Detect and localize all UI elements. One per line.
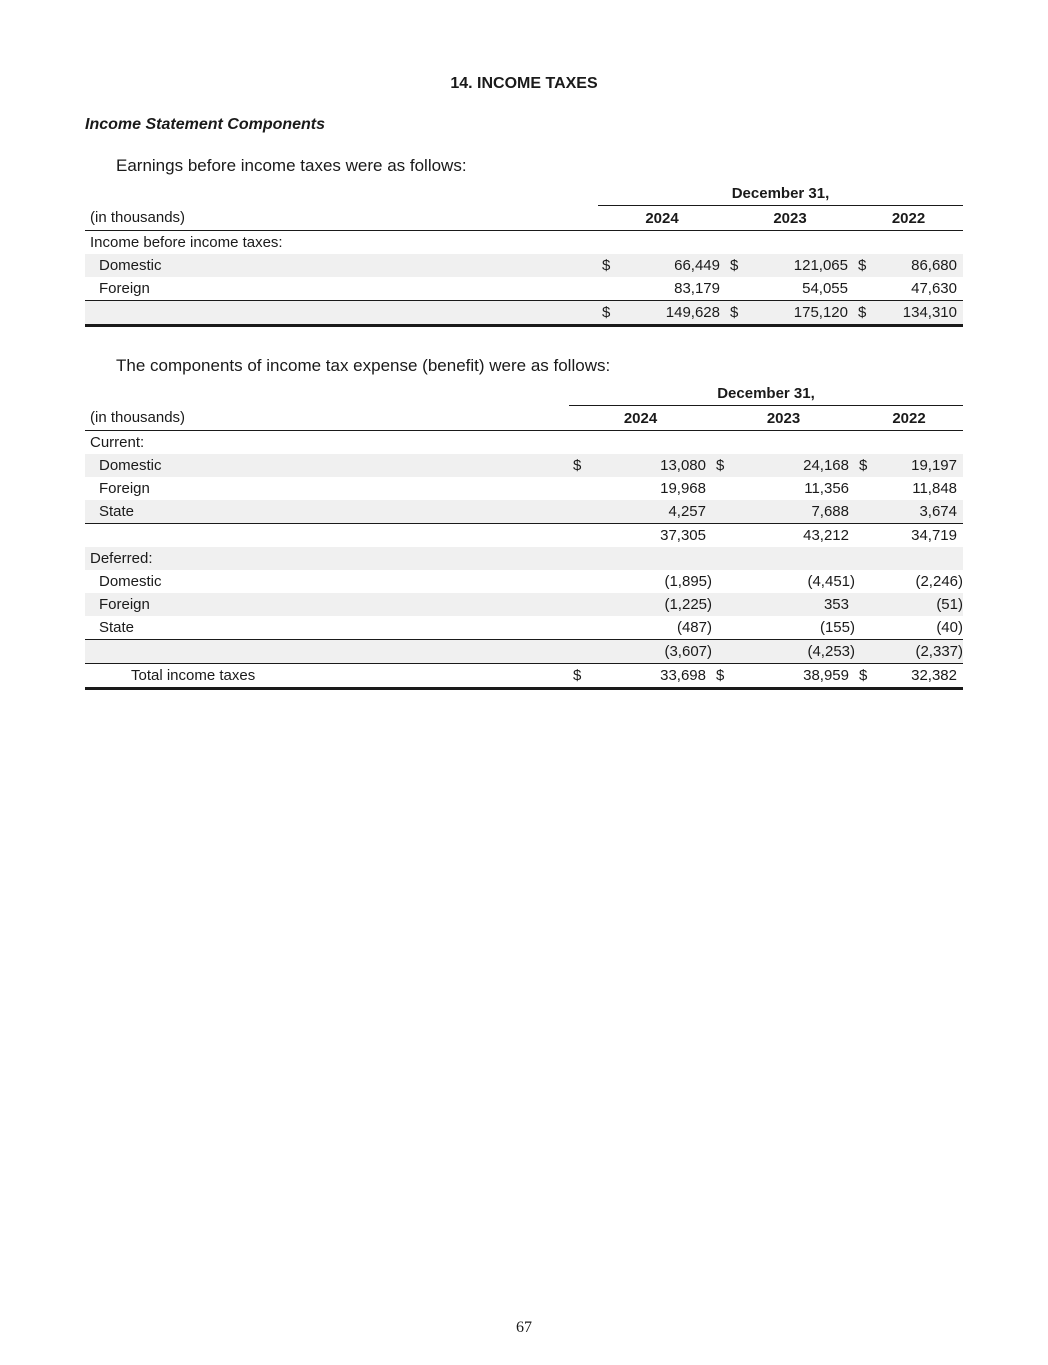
earnings-table xyxy=(85,181,963,327)
unit-label: (in thousands) xyxy=(85,406,569,431)
period-header-row xyxy=(85,181,963,206)
subtotal-value: 43,212 xyxy=(741,524,855,548)
year-header-row xyxy=(85,206,963,231)
cell-value: 47,630 xyxy=(911,280,957,297)
total-row xyxy=(85,301,963,326)
currency-symbol: $ xyxy=(854,301,883,326)
period-header: December 31, xyxy=(569,381,963,406)
table1-intro: Earnings before income taxes were as follows: xyxy=(116,156,467,175)
cell-value: (487) xyxy=(676,619,712,636)
section-row xyxy=(85,431,963,455)
row-label: Foreign xyxy=(99,480,150,497)
currency-symbol: $ xyxy=(854,254,883,277)
year-header: 2023 xyxy=(712,406,855,431)
subtotal-row xyxy=(85,640,963,664)
cell-value: (1,895) xyxy=(664,573,712,590)
table-row xyxy=(85,254,963,277)
row-label: Domestic xyxy=(85,454,569,477)
year-header-row xyxy=(85,406,963,431)
year-header: 2024 xyxy=(569,406,712,431)
currency-symbol: $ xyxy=(569,454,598,477)
cell-value: 353 xyxy=(741,593,855,616)
currency-symbol: $ xyxy=(569,664,598,689)
page-number: 67 xyxy=(516,1319,532,1336)
cell-value: 13,080 xyxy=(598,454,712,477)
row-label: Domestic xyxy=(85,254,598,277)
cell-value: 54,055 xyxy=(802,280,848,297)
total-row xyxy=(85,664,963,689)
currency-symbol: $ xyxy=(726,254,755,277)
unit-label: (in thousands) xyxy=(85,206,598,231)
year-header: 2022 xyxy=(855,406,963,431)
total-value: 134,310 xyxy=(883,301,963,326)
currency-symbol: $ xyxy=(598,301,627,326)
year-header: 2024 xyxy=(598,206,726,231)
cell-value: 83,179 xyxy=(674,280,720,297)
cell-value: 66,449 xyxy=(627,254,726,277)
cell-value: (1,225) xyxy=(598,593,712,616)
subtotal-value: 37,305 xyxy=(598,524,712,548)
total-value: 175,120 xyxy=(755,301,854,326)
section-title: 14. INCOME TAXES xyxy=(450,75,598,92)
subtotal-value: (2,337) xyxy=(884,640,963,664)
cell-value: 7,688 xyxy=(741,500,855,524)
table-row xyxy=(85,477,963,500)
table-row xyxy=(85,500,963,524)
subtotal-value: (4,253) xyxy=(741,640,855,664)
cell-value: 86,680 xyxy=(883,254,963,277)
period-header: December 31, xyxy=(598,181,963,206)
row-label: Foreign xyxy=(99,280,150,297)
cell-value: 121,065 xyxy=(755,254,854,277)
section-subtitle: Income Statement Components xyxy=(85,116,326,133)
cell-value: 24,168 xyxy=(741,454,855,477)
cell-value: 19,968 xyxy=(660,480,706,497)
tax-components-table xyxy=(85,381,963,690)
cell-value: (155) xyxy=(819,619,855,636)
deferred-label: Deferred: xyxy=(85,547,569,570)
currency-symbol: $ xyxy=(712,454,741,477)
total-value: 32,382 xyxy=(884,664,963,689)
total-value: 149,628 xyxy=(627,301,726,326)
current-label: Current: xyxy=(90,434,145,451)
cell-value: 11,356 xyxy=(804,480,849,497)
table-row xyxy=(85,616,963,640)
cell-value: 4,257 xyxy=(598,500,712,524)
currency-symbol: $ xyxy=(726,301,755,326)
year-header: 2023 xyxy=(726,206,854,231)
subtotal-value: 34,719 xyxy=(884,524,963,548)
cell-value: 3,674 xyxy=(884,500,963,524)
row-label: Foreign xyxy=(85,593,569,616)
table-row xyxy=(85,454,963,477)
total-label: Total income taxes xyxy=(85,664,569,689)
section-row xyxy=(85,231,963,255)
year-header: 2022 xyxy=(854,206,963,231)
total-value: 38,959 xyxy=(741,664,855,689)
cell-value: (4,451) xyxy=(807,573,855,590)
cell-value: (51) xyxy=(884,593,963,616)
table-row xyxy=(85,277,963,301)
row-label: State xyxy=(99,619,135,636)
cell-value: (40) xyxy=(936,619,963,636)
cell-value: (2,246) xyxy=(915,573,963,590)
cell-value: 19,197 xyxy=(884,454,963,477)
row-label: State xyxy=(85,500,569,524)
subtotal-row xyxy=(85,524,963,548)
table-row xyxy=(85,593,963,616)
section-label: Income before income taxes: xyxy=(90,234,283,251)
currency-symbol: $ xyxy=(855,454,884,477)
cell-value: 11,848 xyxy=(912,480,957,497)
table-row xyxy=(85,570,963,593)
period-header-row xyxy=(85,381,963,406)
subtotal-value: (3,607) xyxy=(598,640,712,664)
total-value: 33,698 xyxy=(598,664,712,689)
currency-symbol: $ xyxy=(598,254,627,277)
table2-intro: The components of income tax expense (benefit) were as follows: xyxy=(116,356,611,375)
currency-symbol: $ xyxy=(855,664,884,689)
currency-symbol: $ xyxy=(712,664,741,689)
row-label: Domestic xyxy=(99,573,162,590)
section-row xyxy=(85,547,963,570)
